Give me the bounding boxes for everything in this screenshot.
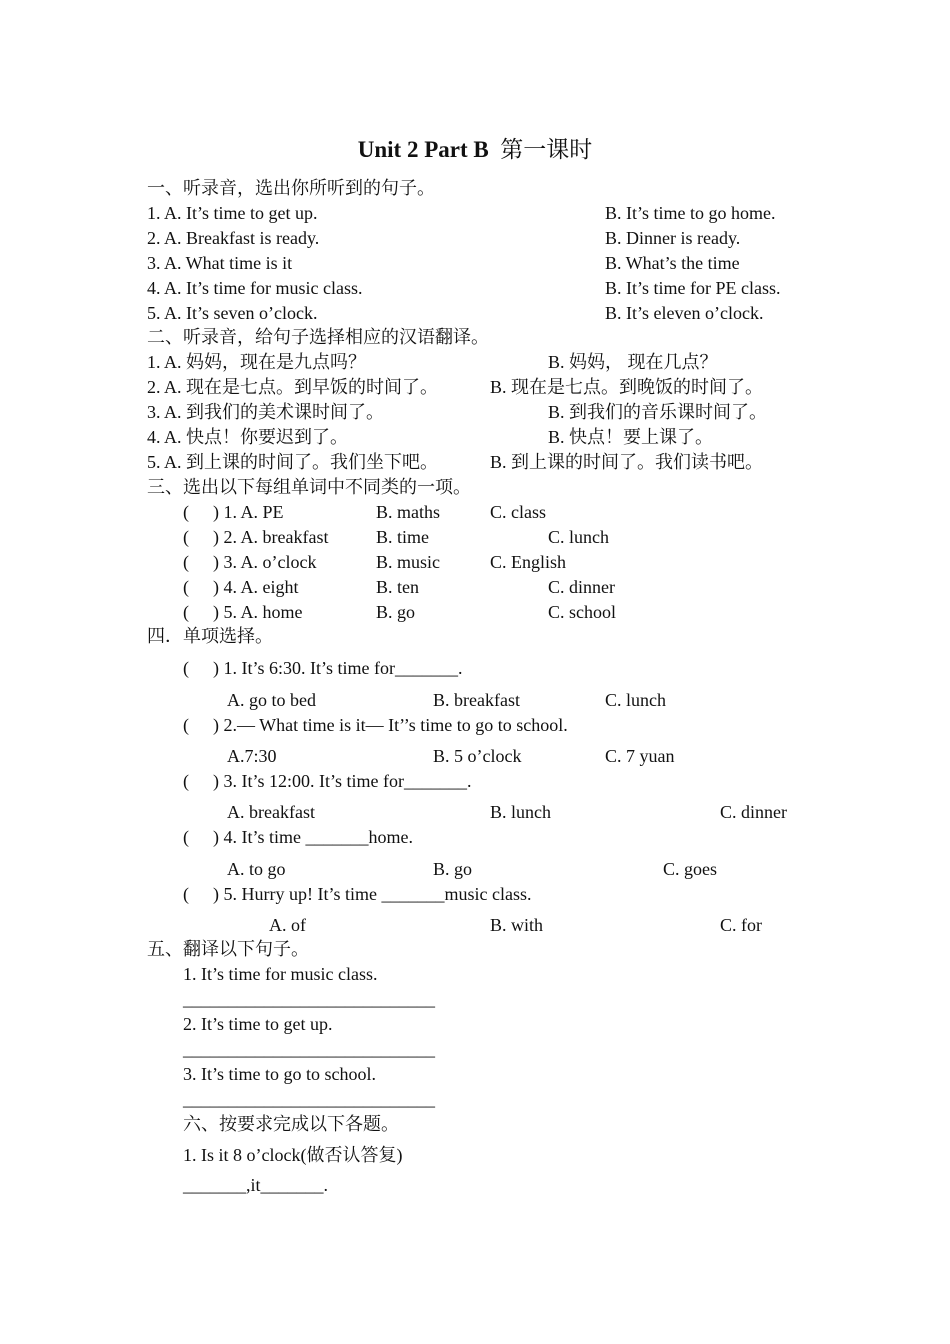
s2-q1-a: 1. A. 妈妈，现在是九点吗？ xyxy=(147,352,367,372)
s4-q1-a: A. go to bed xyxy=(227,690,316,710)
s4-q2-c: C. 7 yuan xyxy=(605,746,675,766)
section-4-heading: 四．单项选择。 xyxy=(147,626,273,646)
s4-q3-a: A. breakfast xyxy=(227,802,315,822)
s4-q5-b: B. with xyxy=(490,915,544,935)
s2-q5-b: B. 到上课的时间了。我们读书吧。 xyxy=(490,452,764,472)
s4-q2-a: A.7:30 xyxy=(227,746,277,766)
s3-q2-a: ) 2. A. breakfast xyxy=(213,527,329,547)
s2-q4-b: B. 快点！要上课了。 xyxy=(548,427,714,447)
s2-q5-a: 5. A. 到上课的时间了。我们坐下吧。 xyxy=(147,452,439,472)
s6-q1: 1. Is it 8 o’clock(做否认答复) xyxy=(183,1145,403,1165)
s3-q2-c: C. lunch xyxy=(548,527,609,547)
s1-q3-b: B. What’s the time xyxy=(605,253,740,273)
s3-q4-b: B. ten xyxy=(376,577,419,597)
s1-q1-b: B. It’s time to go home. xyxy=(605,203,776,223)
s4-q2-b: B. 5 o’clock xyxy=(433,746,522,766)
s3-q2-paren: ( xyxy=(183,527,189,547)
s4-q5-question: ) 5. Hurry up! It’s time _______music class. xyxy=(213,884,532,904)
s4-q4-a: A. to go xyxy=(227,859,286,879)
s6-q1-answer: _______,it_______. xyxy=(183,1175,329,1195)
s5-q2-answer-line: ____________________________ xyxy=(183,1039,435,1059)
s3-q5-paren: ( xyxy=(183,602,189,622)
s3-q5-a: ) 5. A. home xyxy=(213,602,303,622)
s5-q3: 3. It’s time to go to school. xyxy=(183,1064,376,1084)
s4-q4-b: B. go xyxy=(433,859,473,879)
s3-q4-a: ) 4. A. eight xyxy=(213,577,299,597)
s3-q3-c: C. English xyxy=(490,552,567,572)
s4-q2-paren: ( xyxy=(183,715,189,735)
s1-q2-a: 2. A. Breakfast is ready. xyxy=(147,228,320,248)
s5-q2: 2. It’s time to get up. xyxy=(183,1014,333,1034)
s5-q3-answer-line: ____________________________ xyxy=(183,1089,435,1109)
s4-q1-b: B. breakfast xyxy=(433,690,520,710)
s4-q2-question: ) 2.— What time is it— It’’s time to go to school. xyxy=(213,715,568,735)
s4-q3-b: B. lunch xyxy=(490,802,551,822)
s4-q3-question: ) 3. It’s 12:00. It’s time for_______. xyxy=(213,771,472,791)
s5-q1: 1. It’s time for music class. xyxy=(183,964,378,984)
s3-q1-paren: ( xyxy=(183,502,189,522)
s2-q4-a: 4. A. 快点！你要迟到了。 xyxy=(147,427,349,447)
title-lesson: 第一课时 xyxy=(500,137,593,162)
section-6-heading: 六、按要求完成以下各题。 xyxy=(183,1114,399,1134)
section-2-heading: 二、听录音，给句子选择相应的汉语翻译。 xyxy=(147,327,489,347)
s4-q5-paren: ( xyxy=(183,884,189,904)
title-main: Unit 2 Part B xyxy=(357,137,489,162)
s1-q2-b: B. Dinner is ready. xyxy=(605,228,741,248)
s4-q4-question: ) 4. It’s time _______home. xyxy=(213,827,413,847)
s4-q1-question: ) 1. It’s 6:30. It’s time for_______. xyxy=(213,658,463,678)
s1-q5-b: B. It’s eleven o’clock. xyxy=(605,303,764,323)
s2-q2-a: 2. A. 现在是七点。到早饭的时间了。 xyxy=(147,377,439,397)
s4-q3-paren: ( xyxy=(183,771,189,791)
s2-q2-b: B. 现在是七点。到晚饭的时间了。 xyxy=(490,377,764,397)
s3-q3-b: B. music xyxy=(376,552,441,572)
s4-q4-paren: ( xyxy=(183,827,189,847)
s4-q5-c: C. for xyxy=(720,915,762,935)
page-title xyxy=(0,136,950,164)
s4-q3-c: C. dinner xyxy=(720,802,787,822)
s3-q2-b: B. time xyxy=(376,527,429,547)
section-3-heading: 三、选出以下每组单词中不同类的一项。 xyxy=(147,477,471,497)
s3-q3-paren: ( xyxy=(183,552,189,572)
s3-q1-b: B. maths xyxy=(376,502,441,522)
s3-q5-c: C. school xyxy=(548,602,617,622)
s4-q4-c: C. goes xyxy=(663,859,717,879)
s3-q5-b: B. go xyxy=(376,602,416,622)
section-5-heading: 五、翻译以下句子。 xyxy=(147,939,309,959)
s3-q1-a: ) 1. A. PE xyxy=(213,502,284,522)
s5-q1-answer-line: ____________________________ xyxy=(183,989,435,1009)
section-1-heading: 一、听录音，选出你所听到的句子。 xyxy=(147,178,435,198)
s3-q4-c: C. dinner xyxy=(548,577,615,597)
s3-q3-a: ) 3. A. o’clock xyxy=(213,552,317,572)
s3-q1-c: C. class xyxy=(490,502,546,522)
s4-q5-a: A. of xyxy=(269,915,306,935)
s1-q4-a: 4. A. It’s time for music class. xyxy=(147,278,363,298)
s1-q3-a: 3. A. What time is it xyxy=(147,253,293,273)
s1-q1-a: 1. A. It’s time to get up. xyxy=(147,203,318,223)
s4-q1-paren: ( xyxy=(183,658,189,678)
s2-q3-b: B. 到我们的音乐课时间了。 xyxy=(548,402,768,422)
s2-q3-a: 3. A. 到我们的美术课时间了。 xyxy=(147,402,385,422)
s1-q4-b: B. It’s time for PE class. xyxy=(605,278,781,298)
s3-q4-paren: ( xyxy=(183,577,189,597)
s1-q5-a: 5. A. It’s seven o’clock. xyxy=(147,303,318,323)
s4-q1-c: C. lunch xyxy=(605,690,666,710)
s2-q1-b: B. 妈妈， 现在几点？ xyxy=(548,352,718,372)
